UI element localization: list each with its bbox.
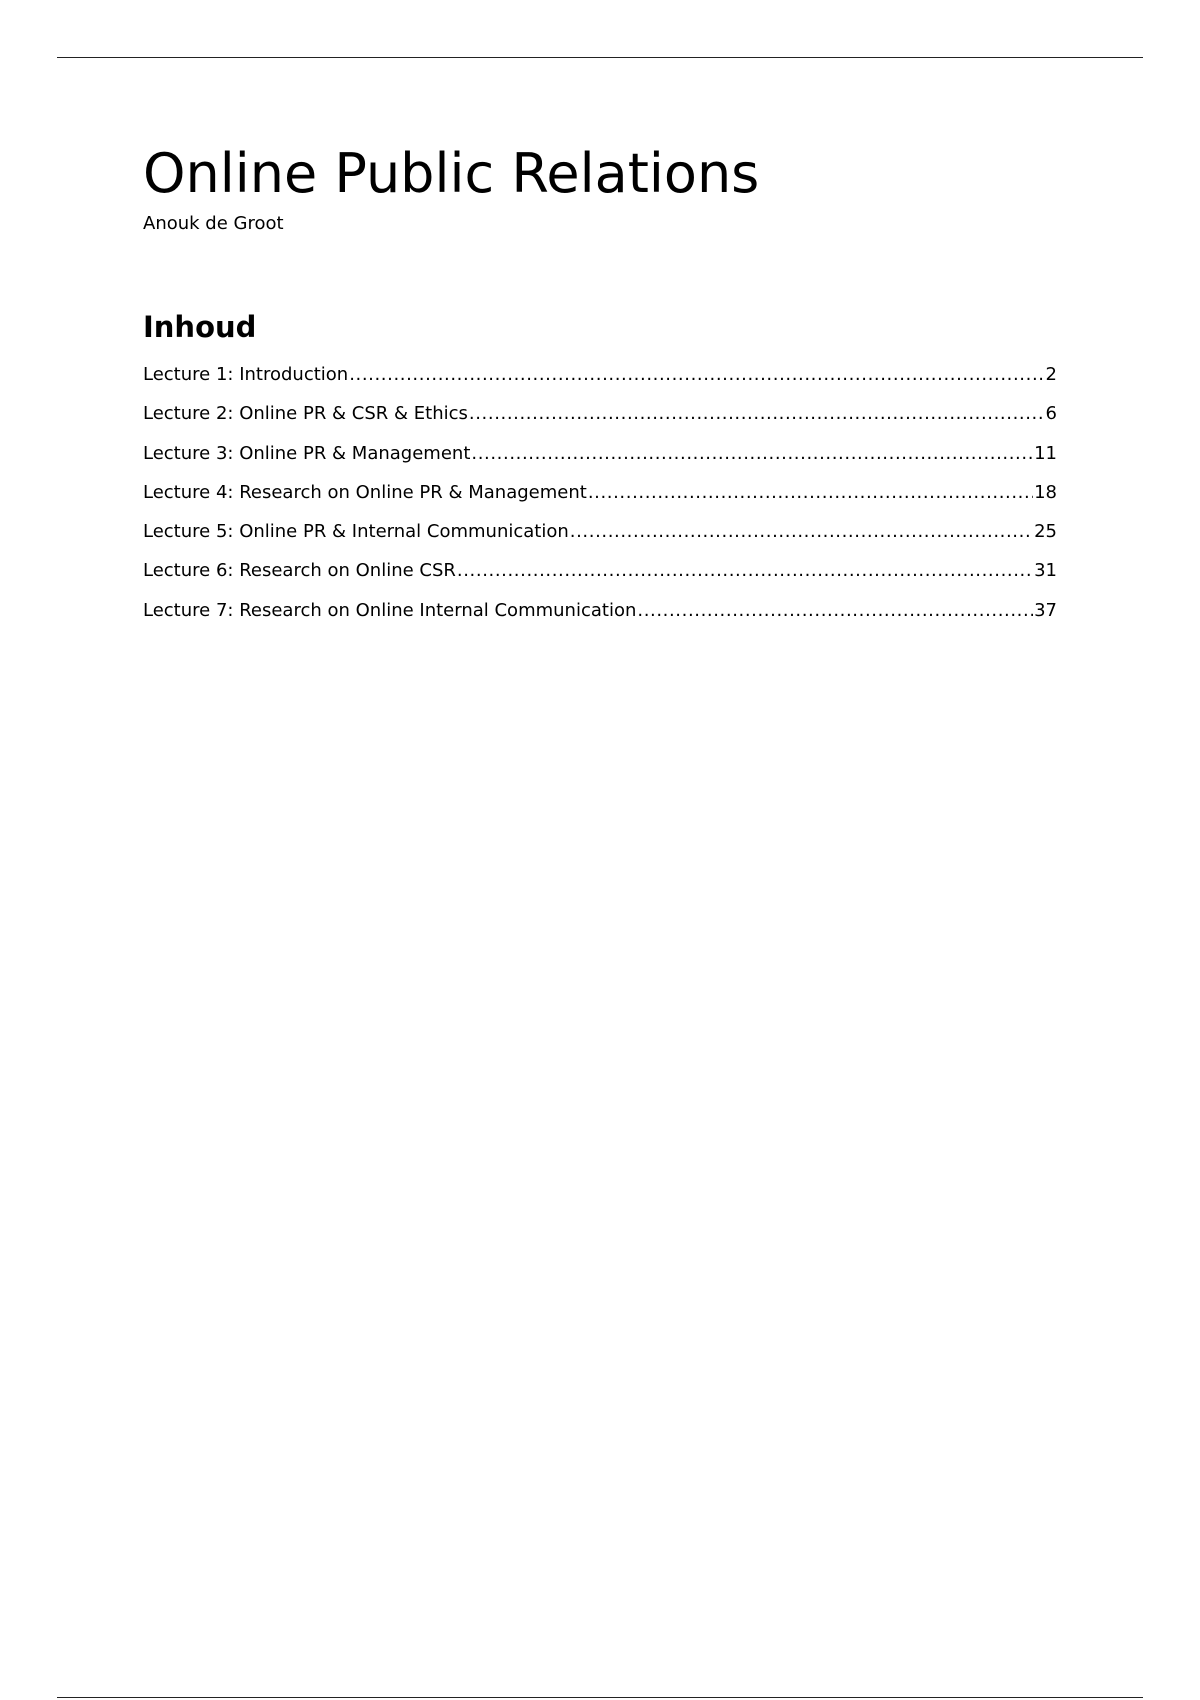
toc-entry-label: Lecture 7: Research on Online Internal Communication <box>143 599 637 621</box>
header-rule <box>57 57 1143 58</box>
toc-entry-lecture-4[interactable] <box>143 480 1057 519</box>
toc-dot-leader <box>349 362 1044 388</box>
toc-entry-lecture-1[interactable] <box>143 362 1057 401</box>
toc-entry-label: Lecture 5: Online PR & Internal Communication <box>143 521 569 543</box>
toc-entry-lecture-5[interactable] <box>143 519 1057 558</box>
document-title: Online Public Relations <box>143 142 760 205</box>
toc-heading: Inhoud <box>143 310 257 344</box>
toc-entry-label: Lecture 6: Research on Online CSR <box>143 560 456 582</box>
toc-dot-leader <box>469 401 1045 427</box>
toc-dot-leader <box>457 558 1033 584</box>
toc-entry-page: 6 <box>1045 403 1057 425</box>
toc-dot-leader <box>471 441 1033 467</box>
document-author: Anouk de Groot <box>143 213 284 234</box>
table-of-contents <box>143 362 1057 637</box>
toc-dot-leader <box>588 480 1033 506</box>
toc-entry-label: Lecture 2: Online PR & CSR & Ethics <box>143 403 468 425</box>
toc-entry-label: Lecture 3: Online PR & Management <box>143 442 471 464</box>
toc-entry-page: 11 <box>1034 442 1057 464</box>
toc-entry-page: 25 <box>1034 521 1057 543</box>
toc-dot-leader <box>637 598 1033 624</box>
toc-entry-label: Lecture 4: Research on Online PR & Management <box>143 481 587 503</box>
footer-rule <box>57 1697 1143 1698</box>
toc-dot-leader <box>570 519 1033 545</box>
toc-entry-page: 37 <box>1034 599 1057 621</box>
toc-entry-lecture-7[interactable] <box>143 598 1057 637</box>
toc-entry-lecture-2[interactable] <box>143 401 1057 440</box>
toc-entry-page: 18 <box>1034 481 1057 503</box>
toc-entry-lecture-3[interactable] <box>143 441 1057 480</box>
toc-entry-label: Lecture 1: Introduction <box>143 364 349 385</box>
toc-entry-page: 31 <box>1034 560 1057 582</box>
toc-entry-page: 2 <box>1045 364 1057 385</box>
toc-entry-lecture-6[interactable] <box>143 558 1057 597</box>
